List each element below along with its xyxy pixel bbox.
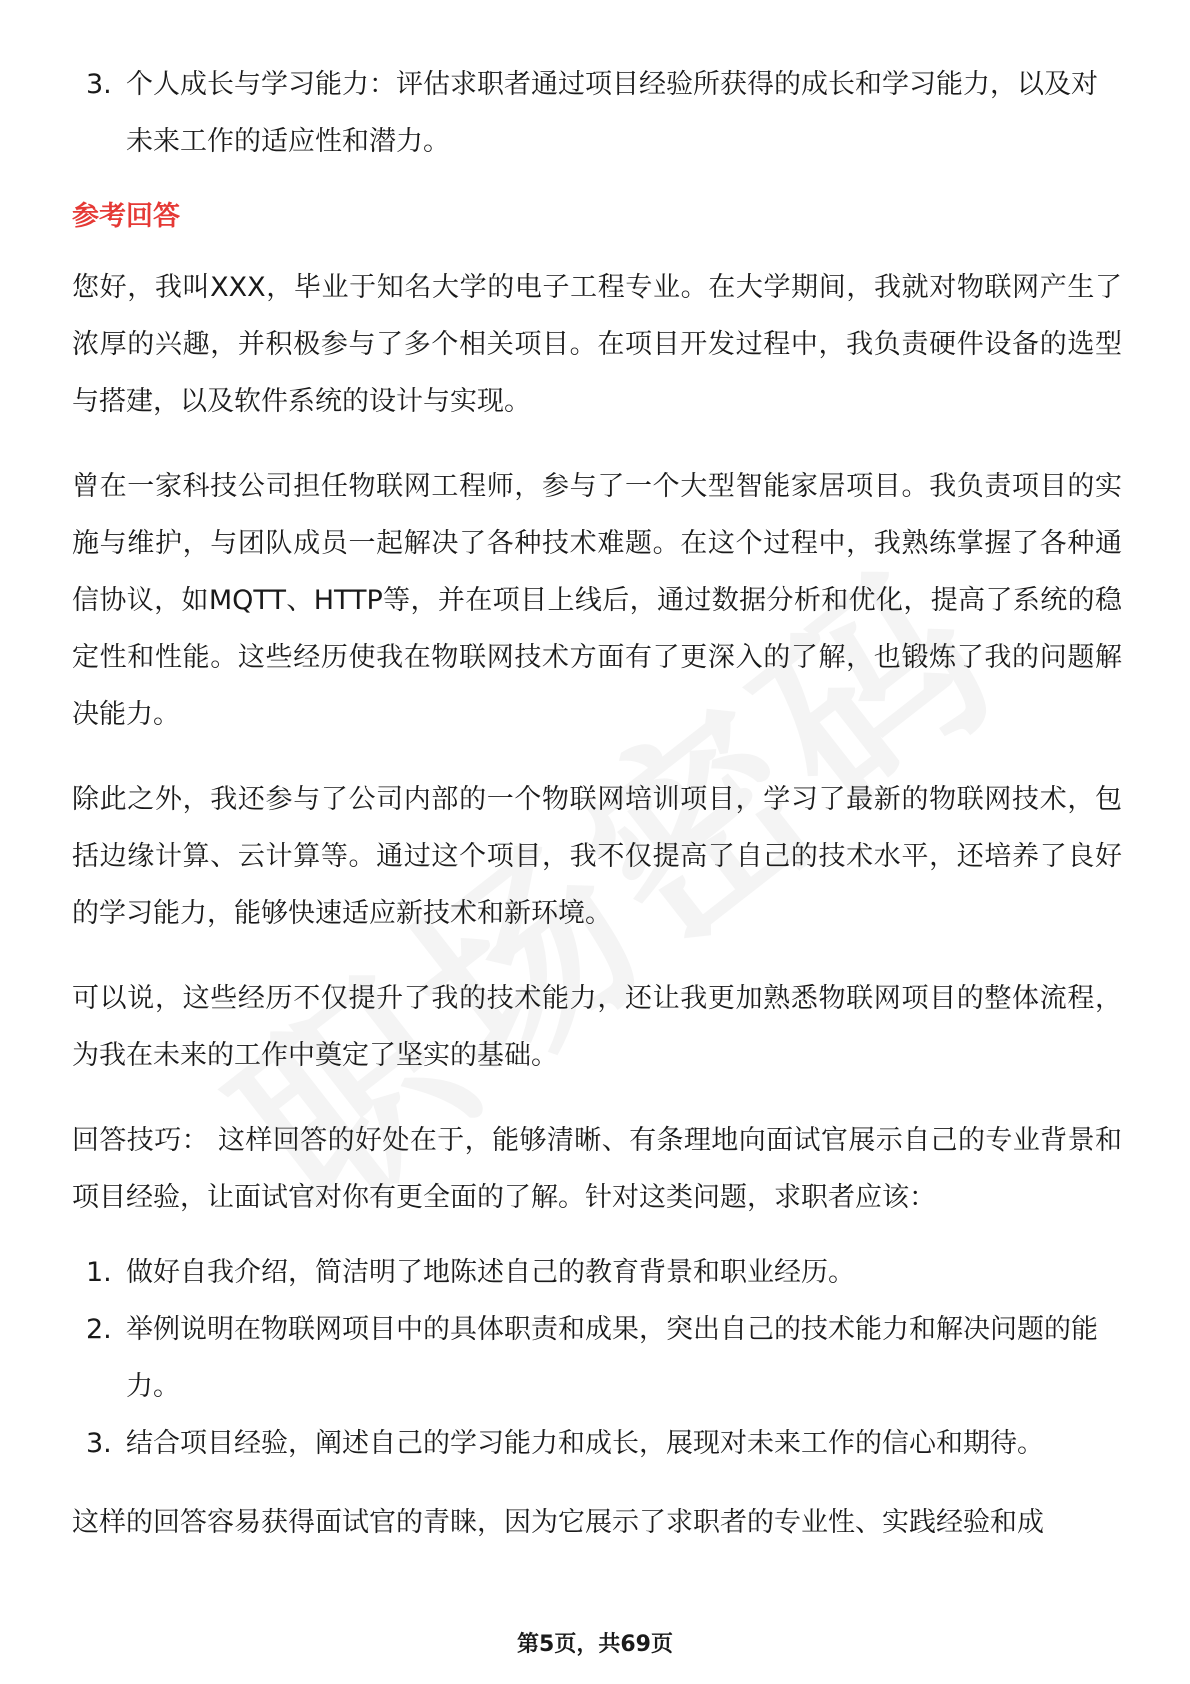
section-heading: 参考回答 [72,201,180,232]
page-number: 第5页，共69页 [517,1632,673,1657]
closing-paragraph: 这样的回答容易获得面试官的青睐，因为它展示了求职者的专业性、实践经验和成 [72,1507,1044,1538]
criteria-list [72,56,1122,170]
list-item-number: 1. [86,1257,112,1288]
answer-paragraph: 可以说，这些经历不仅提升了我的技术能力，还让我更加熟悉物联网项目的整体流程，为我在未来的工作中奠定了坚实的基础。 [72,983,1122,1071]
list-item-text: 举例说明在物联网项目中的具体职责和成果，突出自己的技术能力和解决问题的能力。 [126,1314,1098,1402]
list-item [72,1415,1122,1472]
answer-paragraph: 您好，我叫XXX，毕业于知名大学的电子工程专业。在大学期间，我就对物联网产生了浓厚的兴趣，并积极参与了多个相关项目。在项目开发过程中，我负责硬件设备的选型与搭建，以及软件系统的设计与实现。 [72,272,1122,417]
page-content [72,56,1122,1551]
list-item-number: 2. [86,1314,112,1345]
tips-intro-paragraph: 回答技巧： 这样回答的好处在于，能够清晰、有条理地向面试官展示自己的专业背景和项目经验，让面试官对你有更全面的了解。针对这类问题，求职者应该： [72,1125,1122,1213]
list-item-number: 3. [86,1428,112,1459]
list-item [72,1244,1122,1301]
list-item-text: 结合项目经验，阐述自己的学习能力和成长，展现对未来工作的信心和期待。 [126,1428,1044,1459]
list-item [72,56,1122,170]
list-item-text: 个人成长与学习能力：评估求职者通过项目经验所获得的成长和学习能力，以及对未来工作的适应性和潜力。 [126,69,1098,157]
answer-paragraph: 曾在一家科技公司担任物联网工程师，参与了一个大型智能家居项目。我负责项目的实施与维护，与团队成员一起解决了各种技术难题。在这个过程中，我熟练掌握了各种通信协议，如MQTT、HTTP等，并在项目上线后，通过数据分析和优化，提高了系统的稳定性和性能。这些经历使我在物联网技术方面有了更深入的了解，也锻炼了我的问题解决能力。 [72,471,1122,730]
list-item-number: 3. [86,69,112,100]
list-item [72,1301,1122,1415]
tips-list [72,1244,1122,1472]
list-item-text: 做好自我介绍，简洁明了地陈述自己的教育背景和职业经历。 [126,1257,855,1288]
answer-paragraph: 除此之外，我还参与了公司内部的一个物联网培训项目，学习了最新的物联网技术，包括边缘计算、云计算等。通过这个项目，我不仅提高了自己的技术水平，还培养了良好的学习能力，能够快速适应新技术和新环境。 [72,784,1122,929]
